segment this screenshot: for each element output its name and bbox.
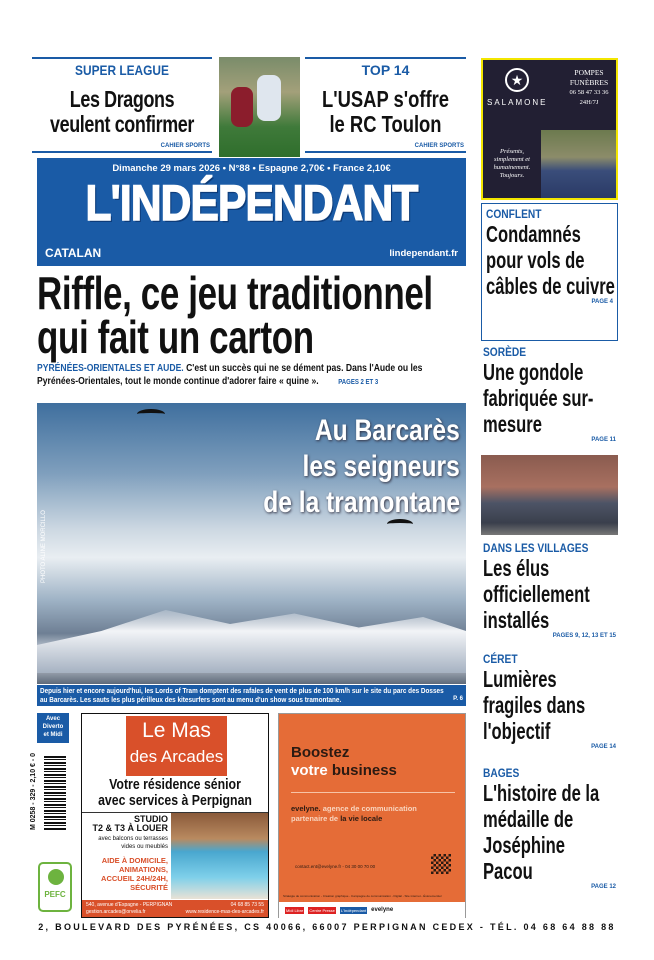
phone: 04 68 85 73 55 <box>230 902 264 908</box>
mas-logo <box>126 716 227 776</box>
page-ref: PAGE 12 <box>591 884 616 890</box>
label: et Midi <box>43 732 63 738</box>
logo-line: Le Mas <box>142 719 211 742</box>
caption-text: Depuis hier et encore aujourd'hui, les Lords of Tram domptent des rafales de vent de plus de 100 km/h sur le site du parc des Dosses au Barcarès. Les sauts les plus périlleux des kitesurfers sont au menu d'un show sous tramontane. <box>40 686 444 704</box>
hours: 24H/7J <box>579 99 599 106</box>
headline-line: Au Barcarès <box>315 414 460 447</box>
headline-line: de la tramontane <box>263 486 460 519</box>
page-ref: P. 6 <box>453 696 463 702</box>
brands <box>279 902 465 918</box>
address: 540, avenue d'Espagne - PERPIGNAN <box>86 902 173 908</box>
email: gestion.arcades@orvelia.fr <box>86 909 146 915</box>
website-link[interactable]: lindependant.fr <box>389 248 458 259</box>
contact: contact.ent@evelyne.fr - 04 30 00 70 00 <box>295 864 376 869</box>
kicker: SORÈDE <box>483 345 527 359</box>
ad-mas-des-arcades[interactable] <box>81 713 269 918</box>
footer-address: 2, BOULEVARD DES PYRÉNÉES, CS 40066, 66007 PERPIGNAN CEDEX - TÉL. 04 68 64 88 88 <box>38 922 616 932</box>
ad-title <box>82 777 268 809</box>
ad-text <box>561 68 617 108</box>
kicker: DANS LES VILLAGES <box>483 541 589 555</box>
page-ref: PAGES 2 ET 3 <box>338 379 379 386</box>
kicker: TOP 14 <box>361 62 410 78</box>
headline-line: Riffle, ce jeu traditionnel <box>37 267 433 319</box>
teaser-super-league[interactable] <box>32 57 212 153</box>
phone: 06 58 47 33 36 <box>569 89 609 96</box>
barcode <box>44 756 66 830</box>
masthead <box>37 158 466 266</box>
edition: CATALAN <box>45 246 102 260</box>
title-line: avec services à Perpignan <box>98 792 252 809</box>
tag: la vie locale <box>340 814 383 823</box>
headline-line: les seigneurs <box>302 450 460 483</box>
label: Avec <box>45 716 61 722</box>
kicker: CONFLENT <box>486 207 542 221</box>
page-ref: PAGE 11 <box>591 437 616 443</box>
kitesurf-photo <box>37 403 466 684</box>
slogan: Présents, simplement et humainement. Toujours. <box>493 148 531 179</box>
page-ref: CAHIER SPORTS <box>414 143 464 149</box>
page-ref: PAGES 9, 12, 13 ET 15 <box>552 633 616 639</box>
teaser-top14[interactable] <box>305 57 466 153</box>
group-photo <box>481 455 618 535</box>
tag: partenaire de <box>291 814 339 823</box>
kicker: SUPER LEAGUE <box>75 62 169 78</box>
portrait-photo <box>541 130 616 198</box>
sidebar-article[interactable] <box>481 540 618 646</box>
ad-title <box>291 744 397 780</box>
sidebar-article[interactable] <box>481 765 618 917</box>
sidebar-article[interactable] <box>481 344 618 450</box>
web: www.residence-mas-des-arcades.fr <box>185 909 264 915</box>
headline-line: qui fait un carton <box>37 311 314 363</box>
headline: Condamnés pour vols de câbles de cuivre <box>486 221 615 299</box>
offer: T2 & T3 À LOUER <box>92 823 168 833</box>
line: POMPES <box>574 68 604 77</box>
brand: L'Indépendant <box>340 907 367 913</box>
headline: Une gondole fabriquée sur-mesure <box>483 359 594 437</box>
logo-title: L'INDÉPENDANT <box>85 175 418 231</box>
services: AIDE À DOMICILE, ANIMATIONS, ACCUEIL 24H/24H, SÉCURITÉ <box>101 856 168 892</box>
brand: Centre Presse <box>309 907 335 913</box>
photo-headline <box>220 413 460 521</box>
offer: avec balcons ou terrasses vides ou meublés <box>98 836 168 850</box>
tag: agence de communication <box>322 804 417 813</box>
brand: SALAMONE <box>487 98 548 107</box>
ad-contact <box>82 900 268 917</box>
title-line: Votre résidence sénior <box>109 776 241 793</box>
label: Diverto <box>42 724 64 730</box>
page-ref: PAGE 14 <box>591 744 616 750</box>
supplement-badge <box>37 713 69 743</box>
pool-photo <box>171 813 268 899</box>
ad-evelyne[interactable] <box>278 713 466 918</box>
ad-tagline <box>291 804 417 824</box>
photo-caption <box>37 685 466 706</box>
rugby-photo <box>219 57 300 157</box>
sidebar-article[interactable] <box>481 651 618 757</box>
lead-kicker: PYRÉNÉES-ORIENTALES ET AUDE. <box>37 363 184 374</box>
qr-code <box>431 854 451 874</box>
sidebar-article[interactable] <box>481 203 618 341</box>
tag: evelyne. <box>291 804 321 813</box>
headline: L'histoire de la médaille de Joséphine Pacou <box>483 780 600 884</box>
pefc-label: PEFC <box>44 890 66 899</box>
tree-icon <box>48 869 64 885</box>
kicker: CÉRET <box>483 652 518 666</box>
barcode-text: M 0258 - 329 - 2,10 € - 0 <box>30 752 37 830</box>
dateline: Dimanche 29 mars 2026 • N°88 • Espagne 2,70€ • France 2,10€ <box>112 163 391 174</box>
ad-salamone[interactable] <box>481 58 618 200</box>
headline-line: le RC Toulon <box>329 111 442 137</box>
title-line: Boostez <box>291 744 350 761</box>
line: FUNÈBRES <box>569 78 609 87</box>
headline-line: Les Dragons <box>69 86 175 112</box>
headline: Les élus officiellement installés <box>483 555 590 633</box>
lead-standfirst <box>37 362 466 389</box>
star-icon: ★ <box>505 68 529 92</box>
headline-line: veulent confirmer <box>50 111 194 137</box>
lead-text: C'est un succès qui ne se dément pas. Dans l'Aude ou les Pyrénées-Orientales, tout le monde continue d'adorer faire « quine ». <box>37 363 423 387</box>
photo-credit: PHOTO ALINE MORCILLO <box>41 510 47 583</box>
headline: Lumières fragiles dans l'objectif <box>483 666 586 744</box>
logo-line: des Arcades <box>129 747 224 766</box>
kite-icon <box>137 409 165 419</box>
title-word: business <box>331 762 397 779</box>
kicker: BAGES <box>483 766 520 780</box>
kite-icon <box>387 519 413 529</box>
page-ref: CAHIER SPORTS <box>160 143 210 149</box>
title-word: votre <box>291 762 328 779</box>
pefc-logo <box>38 862 72 912</box>
mountains <box>37 603 466 673</box>
ad-offer <box>84 815 168 892</box>
brand: evelyne <box>371 907 394 913</box>
brand: Midi Libre <box>286 907 304 913</box>
offer: STUDIO <box>133 814 168 824</box>
headline-line: L'USAP s'offre <box>321 86 449 112</box>
services-line: Stratégie de communication - Création graphique - Campagne de communication - Digital - Site internet - Évènementiel <box>283 894 442 898</box>
page-ref: PAGE 4 <box>591 299 613 305</box>
